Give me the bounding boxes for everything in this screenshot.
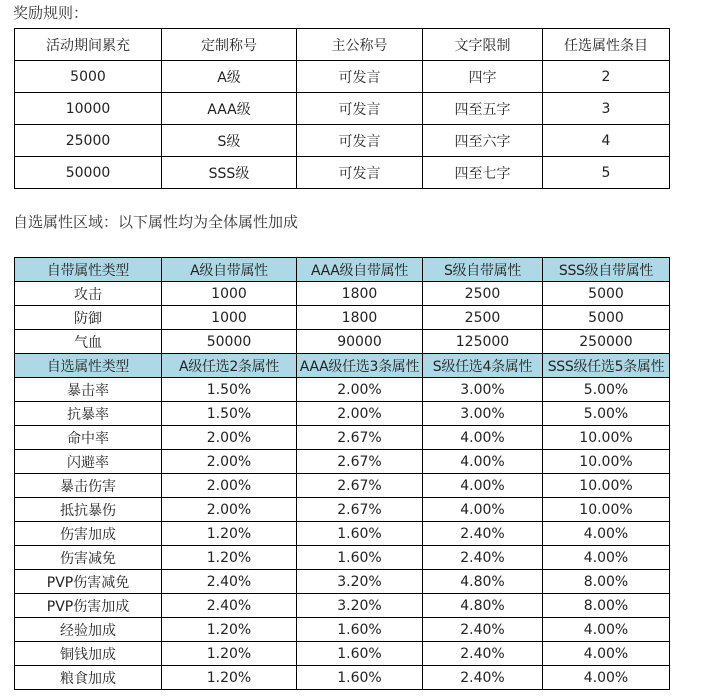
optional-attrs-header-cell: 自选属性类型 <box>15 354 162 378</box>
optional-attrs-row <box>15 426 670 450</box>
optional-attrs-cell: 4.00% <box>543 618 670 642</box>
rules-cell: 50000 <box>15 157 162 189</box>
optional-attrs-cell: 2.00% <box>162 474 297 498</box>
base-attrs-header-cell: AAA级自带属性 <box>297 258 423 282</box>
base-attrs-cell: 5000 <box>543 306 670 330</box>
rules-cell: 四字 <box>423 61 543 93</box>
rules-row <box>15 93 670 125</box>
base-attrs-header-row <box>15 258 670 282</box>
optional-attrs-cell: 4.00% <box>543 642 670 666</box>
optional-attrs-cell: 4.80% <box>423 570 543 594</box>
optional-attrs-cell: 2.40% <box>423 642 543 666</box>
rules-cell: 可发言 <box>297 157 423 189</box>
rules-cell: 10000 <box>15 93 162 125</box>
optional-attrs-cell: 4.00% <box>423 498 543 522</box>
optional-attrs-row <box>15 378 670 402</box>
optional-attrs-cell: 2.00% <box>162 426 297 450</box>
base-attrs-row <box>15 330 670 354</box>
optional-attrs-cell: 1.20% <box>162 666 297 690</box>
optional-attrs-cell: 8.00% <box>543 594 670 618</box>
optional-attrs-cell: 2.67% <box>297 426 423 450</box>
rules-row <box>15 125 670 157</box>
optional-attrs-cell: 4.00% <box>423 426 543 450</box>
base-attrs-cell: 1800 <box>297 306 423 330</box>
rules-cell: 可发言 <box>297 125 423 157</box>
optional-attrs-cell: 4.00% <box>423 450 543 474</box>
optional-attrs-cell: 伤害减免 <box>15 546 162 570</box>
rules-cell: 四至六字 <box>423 125 543 157</box>
optional-attrs-cell: 闪避率 <box>15 450 162 474</box>
optional-attrs-cell: 2.67% <box>297 474 423 498</box>
rules-row <box>15 157 670 189</box>
rules-cell: 5 <box>543 157 670 189</box>
optional-attrs-cell: 2.40% <box>423 666 543 690</box>
rules-cell: AAA级 <box>162 93 297 125</box>
rules-cell: 可发言 <box>297 61 423 93</box>
optional-attrs-cell: 命中率 <box>15 426 162 450</box>
rules-cell: S级 <box>162 125 297 157</box>
rewards-rules-table <box>14 28 670 189</box>
optional-attrs-cell: 10.00% <box>543 474 670 498</box>
optional-attrs-row <box>15 450 670 474</box>
optional-attrs-header-cell: A级任选2条属性 <box>162 354 297 378</box>
optional-attrs-header-row <box>15 354 670 378</box>
rules-cell: 4 <box>543 125 670 157</box>
base-attrs-row <box>15 282 670 306</box>
optional-attrs-cell: 10.00% <box>543 450 670 474</box>
base-attrs-header-cell: 自带属性类型 <box>15 258 162 282</box>
optional-attrs-cell: 2.00% <box>297 402 423 426</box>
optional-attrs-cell: 4.00% <box>423 474 543 498</box>
optional-attributes-caption: 自选属性区域：以下属性均为全体属性加成 <box>13 213 299 231</box>
optional-attrs-cell: 伤害加成 <box>15 522 162 546</box>
rules-cell: SSS级 <box>162 157 297 189</box>
optional-attrs-cell: 1.20% <box>162 546 297 570</box>
optional-attrs-cell: 2.00% <box>162 450 297 474</box>
optional-attrs-cell: 4.00% <box>543 546 670 570</box>
optional-attrs-cell: 4.80% <box>423 594 543 618</box>
optional-attrs-cell: 4.00% <box>543 522 670 546</box>
rewards-rules-caption: 奖励规则： <box>13 4 89 22</box>
optional-attrs-cell: 抗暴率 <box>15 402 162 426</box>
optional-attrs-row <box>15 474 670 498</box>
optional-attrs-cell: 10.00% <box>543 498 670 522</box>
optional-attrs-cell: 1.20% <box>162 522 297 546</box>
optional-attrs-cell: 1.60% <box>297 642 423 666</box>
base-attrs-cell: 气血 <box>15 330 162 354</box>
base-attrs-header-cell: SSS级自带属性 <box>543 258 670 282</box>
base-attrs-cell: 50000 <box>162 330 297 354</box>
optional-attrs-cell: 4.00% <box>543 666 670 690</box>
optional-attrs-cell: 10.00% <box>543 426 670 450</box>
optional-attrs-cell: 1.60% <box>297 546 423 570</box>
optional-attrs-row <box>15 618 670 642</box>
optional-attrs-cell: 2.40% <box>423 522 543 546</box>
base-attrs-row <box>15 306 670 330</box>
optional-attrs-header-cell: AAA级任选3条属性 <box>297 354 423 378</box>
optional-attrs-cell: 1.60% <box>297 618 423 642</box>
base-attrs-cell: 125000 <box>423 330 543 354</box>
rules-header-cell: 主公称号 <box>297 29 423 61</box>
rules-cell: 可发言 <box>297 93 423 125</box>
optional-attrs-cell: 铜钱加成 <box>15 642 162 666</box>
optional-attrs-row <box>15 498 670 522</box>
rules-cell: 25000 <box>15 125 162 157</box>
base-attrs-cell: 90000 <box>297 330 423 354</box>
optional-attrs-row <box>15 402 670 426</box>
rules-cell: 四至七字 <box>423 157 543 189</box>
rules-cell: A级 <box>162 61 297 93</box>
optional-attrs-cell: 2.00% <box>297 378 423 402</box>
optional-attrs-cell: 1.20% <box>162 618 297 642</box>
optional-attrs-cell: 3.20% <box>297 570 423 594</box>
base-attrs-header-cell: S级自带属性 <box>423 258 543 282</box>
rules-header-cell: 任选属性条目 <box>543 29 670 61</box>
optional-attrs-cell: 经验加成 <box>15 618 162 642</box>
optional-attrs-cell: 5.00% <box>543 378 670 402</box>
optional-attrs-cell: 抵抗暴伤 <box>15 498 162 522</box>
base-attrs-cell: 1800 <box>297 282 423 306</box>
base-attrs-cell: 1000 <box>162 282 297 306</box>
optional-attrs-cell: 暴击伤害 <box>15 474 162 498</box>
optional-attrs-row <box>15 546 670 570</box>
rules-cell: 四至五字 <box>423 93 543 125</box>
rules-cell: 5000 <box>15 61 162 93</box>
base-attrs-cell: 1000 <box>162 306 297 330</box>
optional-attrs-cell: 1.20% <box>162 642 297 666</box>
rules-header-row <box>15 29 670 61</box>
base-attrs-cell: 攻击 <box>15 282 162 306</box>
optional-attrs-row <box>15 594 670 618</box>
optional-attrs-cell: 8.00% <box>543 570 670 594</box>
attributes-table <box>14 257 670 690</box>
base-attrs-cell: 250000 <box>543 330 670 354</box>
optional-attrs-cell: 1.60% <box>297 666 423 690</box>
optional-attrs-cell: 2.67% <box>297 498 423 522</box>
optional-attrs-cell: 3.00% <box>423 402 543 426</box>
base-attrs-cell: 2500 <box>423 282 543 306</box>
optional-attrs-cell: 2.40% <box>162 570 297 594</box>
optional-attrs-header-cell: S级任选4条属性 <box>423 354 543 378</box>
base-attrs-cell: 5000 <box>543 282 670 306</box>
optional-attrs-row <box>15 666 670 690</box>
rules-header-cell: 活动期间累充 <box>15 29 162 61</box>
rules-header-cell: 文字限制 <box>423 29 543 61</box>
optional-attrs-cell: 3.00% <box>423 378 543 402</box>
rules-header-cell: 定制称号 <box>162 29 297 61</box>
optional-attrs-cell: 2.67% <box>297 450 423 474</box>
optional-attrs-cell: 暴击率 <box>15 378 162 402</box>
rules-cell: 2 <box>543 61 670 93</box>
optional-attrs-row <box>15 522 670 546</box>
optional-attrs-cell: 1.50% <box>162 402 297 426</box>
rules-row <box>15 61 670 93</box>
optional-attrs-cell: 2.40% <box>162 594 297 618</box>
optional-attrs-cell: PVP伤害减免 <box>15 570 162 594</box>
optional-attrs-row <box>15 570 670 594</box>
optional-attrs-cell: 2.40% <box>423 618 543 642</box>
optional-attrs-row <box>15 642 670 666</box>
optional-attrs-cell: 5.00% <box>543 402 670 426</box>
optional-attrs-header-cell: SSS级任选5条属性 <box>543 354 670 378</box>
base-attrs-cell: 2500 <box>423 306 543 330</box>
optional-attrs-cell: 2.00% <box>162 498 297 522</box>
base-attrs-cell: 防御 <box>15 306 162 330</box>
optional-attrs-cell: PVP伤害加成 <box>15 594 162 618</box>
rules-cell: 3 <box>543 93 670 125</box>
optional-attrs-cell: 1.60% <box>297 522 423 546</box>
optional-attrs-cell: 3.20% <box>297 594 423 618</box>
base-attrs-header-cell: A级自带属性 <box>162 258 297 282</box>
optional-attrs-cell: 1.50% <box>162 378 297 402</box>
optional-attrs-cell: 粮食加成 <box>15 666 162 690</box>
optional-attrs-cell: 2.40% <box>423 546 543 570</box>
